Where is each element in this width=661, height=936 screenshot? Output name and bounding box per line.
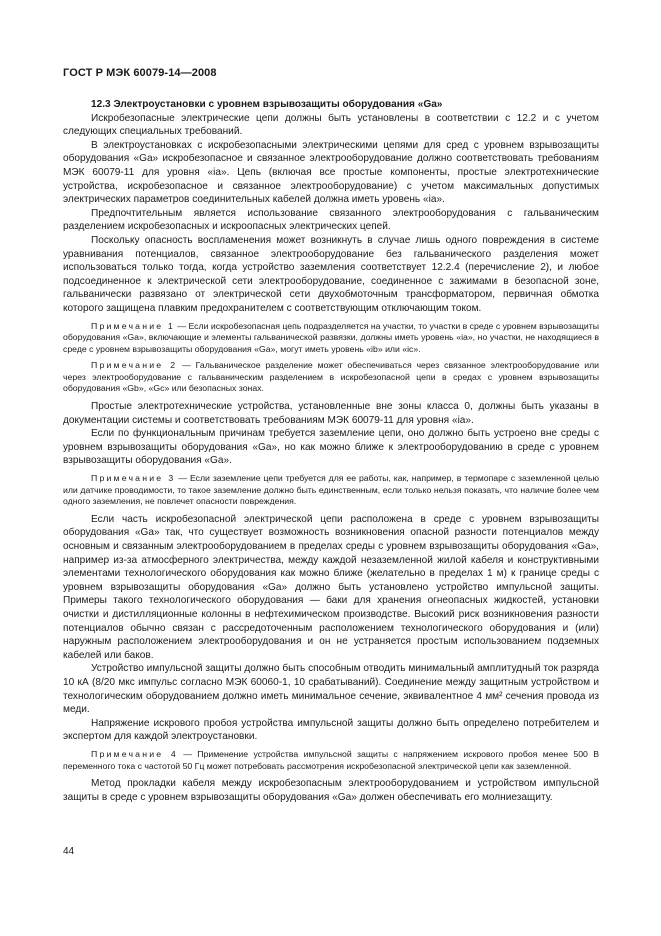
note-lead: Примечание 1 bbox=[91, 320, 175, 331]
paragraph: Простые электротехнические устройства, установленные вне зоны класса 0, должны быть указаны в документации системы и соответствовать требованиям МЭК 60079-11 для уровня «ia». bbox=[63, 401, 599, 426]
page-number: 44 bbox=[63, 846, 75, 857]
section-heading: 12.3 Электроустановки с уровнем взрывозащиты оборудования «Ga» bbox=[91, 99, 443, 110]
note-1 bbox=[63, 321, 599, 356]
note-text: — Если искробезопасная цепь подразделяется на участки, то участки в среде с уровнем взрывозащиты оборудования «Ga», включающие и элементы гальванической развязки, должны иметь уровень «ia», но участки, не находящиеся в среде с уровнем взрывозащиты оборудования «Ga», могут иметь уровень «ib» или «ic». bbox=[63, 320, 599, 354]
note-text: — Гальваническое разделение может обеспечиваться через связанное электрооборудование или через электрооборудование с гальваническим разделением в искробезопасной цепи в средах с уровнем взрывозащиты оборудования «Gb», «Gc» или безопасных зонах. bbox=[63, 360, 599, 394]
paragraph: Искробезопасные электрические цепи должны быть установлены в соответствии с 12.2 и с учетом следующих специальных требований. bbox=[63, 112, 599, 138]
note-text: — Применение устройства импульсной защиты с напряжением искрового пробоя менее 500 В переменного тока с частотой 50 Гц может потребовать рассмотрения искробезопасной электрической цепи как заземленной. bbox=[63, 748, 599, 771]
note-lead: Примечание 2 bbox=[91, 360, 178, 371]
note-lead: Примечание 3 bbox=[91, 473, 176, 484]
paragraph: Метод прокладки кабеля между искробезопасным электрооборудованием и устройством импульсной защиты в среде с уровнем взрывозащиты оборудования «Ga» должен обеспечивать его молниезащиту. bbox=[63, 778, 599, 803]
document-body bbox=[63, 98, 599, 804]
paragraph: В электроустановках с искробезопасными электрическими цепями для сред с уровнем взрывозащиты оборудования «Ga» искробезопасное и связанное электрооборудование должно соответствовать требованиям МЭК 60079-11 для уровня «ia». Цепь (включая все простые компоненты, простые электротехнические устройства, искробезопасное и связанное электрооборудование) с учетом максимальных допустимых электрических параметров соединительных кабелей должна иметь уровень «ia». bbox=[63, 139, 599, 206]
paragraph: Устройство импульсной защиты должно быть способным отводить минимальный амплитудный ток разряда 10 кА (8/20 мкс импульс согласно МЭК 60060-1, 10 срабатываний). Соединение между защитным устройством и технологическим оборудованием должно иметь минимальное сечение, эквивалентное 4 мм² сечения провода из меди. bbox=[63, 663, 599, 716]
paragraph: Если по функциональным причинам требуется заземление цепи, оно должно быть устроено вне среды с уровнем взрывозащиты оборудования «Ga», но как можно ближе к электрооборудованию в среде с уровнем взрывозащиты оборудования «Ga». bbox=[63, 428, 599, 467]
note-4 bbox=[63, 749, 599, 772]
note-text: — Если заземление цепи требуется для ее работы, как, например, в термопаре с заземленной целью или датчике проводимости, то такое заземление должно быть единственным, если только нельзя показать, что наличие более чем одного заземления, не повлечет опасности повреждения. bbox=[63, 473, 599, 507]
document-header: ГОСТ Р МЭК 60079-14—2008 bbox=[63, 67, 217, 79]
paragraph: Если часть искробезопасной электрической цепи расположена в среде с уровнем взрывозащиты оборудования «Ga» так, что существует возможность возникновения опасной разности потенциалов между основным и связанным электрооборудованием в пределах среды с уровнем взрывозащиты оборудования «Ga», например из-за атмосферного электричества, между каждой незаземленной жилой кабеля и конструктивными элементами технологического оборудования как можно ближе (желательно в пределах 1 м) к границе среды с уровнем взрывозащиты оборудования «Ga» должно быть установлено устройство импульсной защиты. Примеры такого технологического оборудования — баки для хранения огнеопасных жидкостей, установки очистки и дистилляционные колонны в нефтехимическом производстве. Высокий риск возникновения разности потенциалов обычно связан с рассредоточенным расположением технологического оборудования и (или) наружным расположением электрооборудования и он не устраняется простым использованием подземных кабелей или баков. bbox=[63, 513, 599, 661]
note-lead: Примечание 4 bbox=[91, 748, 178, 759]
paragraph: Поскольку опасность воспламенения может возникнуть в случае лишь одного повреждения в системе уравнивания потенциалов, связанное электрооборудование без гальванического разделения может использоваться только тогда, когда устройство заземления соответствует 12.2.4 (перечисление 2), и любое подсоединенное к электрической сети электрооборудование, соединенное с зажимами в безопасной зоне, гальванически развязано от электрической сети двухобмоточным трансформатором, первичная обмотка которого защищена плавким предохранителем с соответствующим отключающим током. bbox=[63, 234, 599, 314]
note-3 bbox=[63, 473, 599, 508]
paragraph: Напряжение искрового пробоя устройства импульсной защиты должно быть определено потребителем и экспертом для каждой электроустановки. bbox=[63, 717, 599, 743]
paragraph: Предпочтительным является использование связанного электрооборудования с гальваническим разделением искробезопасных и искроопасных электрических цепей. bbox=[63, 207, 599, 233]
note-2 bbox=[63, 360, 599, 395]
